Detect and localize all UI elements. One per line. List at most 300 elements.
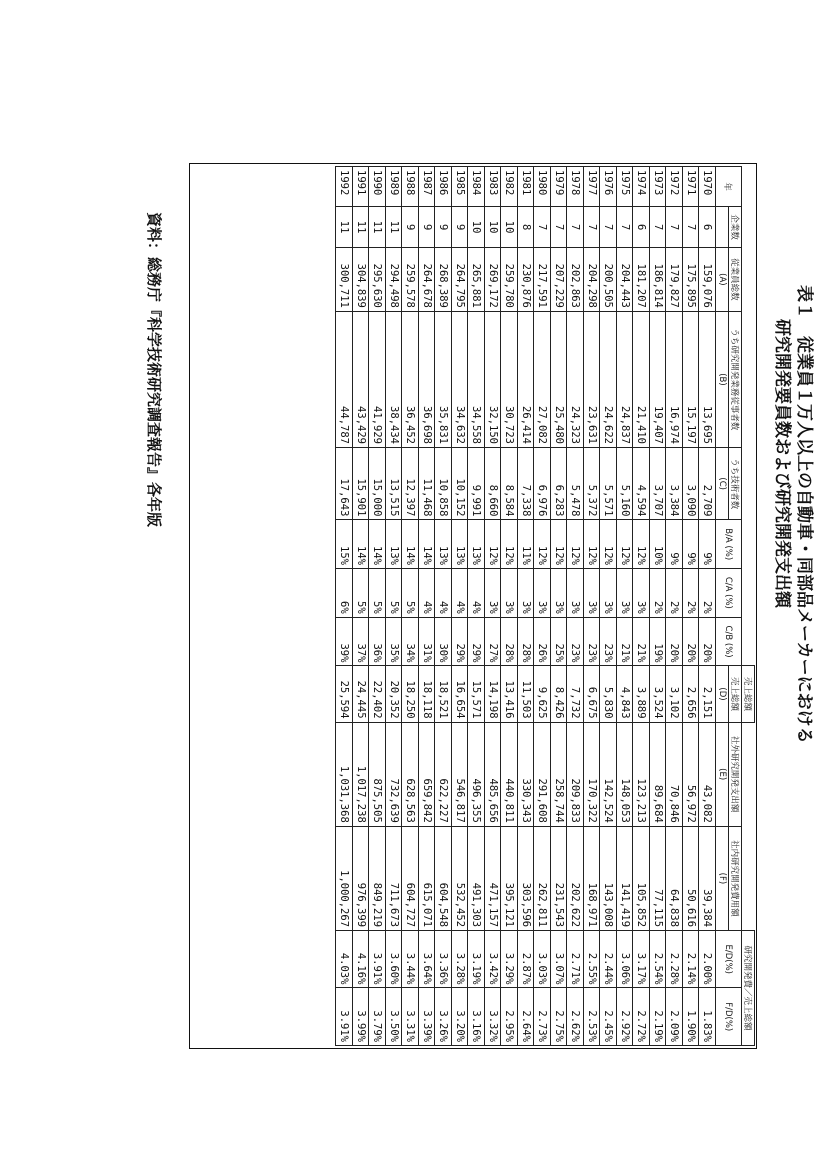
cell-ca: 3% — [584, 568, 601, 617]
col-year: 年 — [716, 167, 742, 207]
cell-cb: 30% — [435, 617, 452, 666]
cell-a: 181,207 — [633, 247, 650, 311]
col-ba: B/A (%) — [716, 520, 742, 569]
cell-b: 30,723 — [501, 311, 518, 447]
cell-e: 70,846 — [666, 722, 683, 826]
cell-ba: 10% — [650, 520, 667, 569]
cell-ed: 3.28% — [452, 931, 469, 988]
table-row — [369, 167, 386, 1046]
cell-c: 6,283 — [551, 447, 568, 519]
cell-fd: 3.50% — [386, 988, 403, 1046]
cell-c: 13,515 — [386, 447, 403, 519]
cell-cb: 23% — [584, 617, 601, 666]
cell-d: 24,445 — [353, 666, 370, 722]
cell-b: 26,414 — [518, 311, 535, 447]
cell-ed: 3.44% — [402, 931, 419, 988]
data-table — [336, 166, 756, 1046]
cell-b: 19,407 — [650, 311, 667, 447]
cell-ed: 2.28% — [666, 931, 683, 988]
cell-ba: 12% — [485, 520, 502, 569]
cell-e: 89,684 — [650, 722, 667, 826]
table-row — [600, 167, 617, 1046]
sales-group-header: 売上総額 — [742, 666, 755, 722]
cell-d: 20,352 — [386, 666, 403, 722]
table-row — [435, 167, 452, 1046]
cell-b: 13,695 — [699, 311, 716, 447]
cell-ed: 3.07% — [551, 931, 568, 988]
cell-ed: 2.55% — [584, 931, 601, 988]
cell-ca: 4% — [452, 568, 469, 617]
cell-e: 440,811 — [501, 722, 518, 826]
cell-b: 24,323 — [567, 311, 584, 447]
cell-year: 1982 — [501, 167, 518, 207]
cell-e: 485,656 — [485, 722, 502, 826]
table-row — [419, 167, 436, 1046]
cell-ba: 11% — [518, 520, 535, 569]
col-ed: E/D(%) — [716, 931, 742, 988]
code-d: (D) — [716, 666, 729, 722]
cell-e: 546,817 — [452, 722, 469, 826]
cell-cb: 20% — [666, 617, 683, 666]
cell-e: 148,053 — [617, 722, 634, 826]
cell-ed: 2.44% — [600, 931, 617, 988]
cell-year: 1986 — [435, 167, 452, 207]
cell-fd: 2.53% — [584, 988, 601, 1046]
cell-c: 10,152 — [452, 447, 469, 519]
cell-ca: 3% — [633, 568, 650, 617]
cell-b: 21,410 — [633, 311, 650, 447]
cell-ed: 3.60% — [386, 931, 403, 988]
table-row — [353, 167, 370, 1046]
cell-year: 1981 — [518, 167, 535, 207]
cell-c: 8,660 — [485, 447, 502, 519]
cell-year: 1984 — [468, 167, 485, 207]
cell-ca: 2% — [650, 568, 667, 617]
cell-e: 496,355 — [468, 722, 485, 826]
cell-cb: 21% — [633, 617, 650, 666]
cell-ca: 2% — [666, 568, 683, 617]
cell-c: 3,384 — [666, 447, 683, 519]
cell-f: 303,596 — [518, 826, 535, 930]
cell-b: 27,082 — [534, 311, 551, 447]
cell-ba: 15% — [336, 520, 353, 569]
cell-fd: 2.09% — [666, 988, 683, 1046]
cell-n: 9 — [435, 207, 452, 248]
cell-ed: 2.54% — [650, 931, 667, 988]
cell-year: 1989 — [386, 167, 403, 207]
cell-ba: 12% — [584, 520, 601, 569]
cell-cb: 26% — [534, 617, 551, 666]
cell-b: 36,452 — [402, 311, 419, 447]
cell-a: 202,863 — [567, 247, 584, 311]
cell-ca: 6% — [336, 568, 353, 617]
table-row — [485, 167, 502, 1046]
cell-d: 22,402 — [369, 666, 386, 722]
cell-b: 35,831 — [435, 311, 452, 447]
table-body — [336, 167, 716, 1046]
cell-cb: 36% — [369, 617, 386, 666]
code-e: (E) — [716, 722, 729, 826]
cell-cb: 21% — [617, 617, 634, 666]
table-row — [633, 167, 650, 1046]
cell-n: 7 — [666, 207, 683, 248]
cell-ed: 2.87% — [518, 931, 535, 988]
cell-d: 18,521 — [435, 666, 452, 722]
cell-c: 5,372 — [584, 447, 601, 519]
col-engineers: うち技術者数 — [729, 447, 742, 519]
cell-year: 1988 — [402, 167, 419, 207]
cell-ca: 3% — [567, 568, 584, 617]
cell-ba: 9% — [666, 520, 683, 569]
cell-ca: 2% — [683, 568, 700, 617]
cell-b: 38,434 — [386, 311, 403, 447]
table-row — [683, 167, 700, 1046]
cell-b: 24,622 — [600, 311, 617, 447]
cell-c: 17,643 — [336, 447, 353, 519]
cell-ed: 2.71% — [567, 931, 584, 988]
cell-b: 34,632 — [452, 311, 469, 447]
table-row — [386, 167, 403, 1046]
cell-fd: 3.91% — [336, 988, 353, 1046]
table-row — [551, 167, 568, 1046]
cell-d: 6,675 — [584, 666, 601, 722]
cell-n: 11 — [353, 207, 370, 248]
cell-year: 1970 — [699, 167, 716, 207]
cell-n: 6 — [633, 207, 650, 248]
cell-ba: 13% — [386, 520, 403, 569]
cell-f: 604,548 — [435, 826, 452, 930]
cell-a: 265,881 — [468, 247, 485, 311]
cell-b: 24,837 — [617, 311, 634, 447]
cell-f: 395,121 — [501, 826, 518, 930]
cell-fd: 3.16% — [468, 988, 485, 1046]
cell-a: 179,827 — [666, 247, 683, 311]
cell-fd: 3.20% — [452, 988, 469, 1046]
cell-year: 1983 — [485, 167, 502, 207]
cell-ca: 2% — [699, 568, 716, 617]
cell-cb: 23% — [567, 617, 584, 666]
cell-b: 16,974 — [666, 311, 683, 447]
cell-fd: 1.83% — [699, 988, 716, 1046]
cell-fd: 2.92% — [617, 988, 634, 1046]
cell-d: 18,118 — [419, 666, 436, 722]
cell-fd: 3.32% — [485, 988, 502, 1046]
table-row — [534, 167, 551, 1046]
cell-ba: 12% — [633, 520, 650, 569]
cell-ba: 12% — [567, 520, 584, 569]
cell-ca: 3% — [501, 568, 518, 617]
cell-ed: 3.06% — [617, 931, 634, 988]
cell-f: 615,071 — [419, 826, 436, 930]
cell-cb: 37% — [353, 617, 370, 666]
cell-f: 168,971 — [584, 826, 601, 930]
code-c: (C) — [716, 447, 729, 519]
cell-f: 711,673 — [386, 826, 403, 930]
col-fd: F/D(%) — [716, 988, 742, 1046]
cell-a: 264,795 — [452, 247, 469, 311]
cell-fd: 2.75% — [551, 988, 568, 1046]
cell-n: 7 — [617, 207, 634, 248]
cell-ed: 3.19% — [468, 931, 485, 988]
cell-a: 204,298 — [584, 247, 601, 311]
cell-a: 295,630 — [369, 247, 386, 311]
cell-n: 11 — [386, 207, 403, 248]
cell-ba: 9% — [683, 520, 700, 569]
cell-ca: 5% — [353, 568, 370, 617]
title-line-2: 研究開発要員数および研究開発支出額 — [772, 319, 792, 608]
cell-d: 13,416 — [501, 666, 518, 722]
cell-e: 142,524 — [600, 722, 617, 826]
cell-ca: 5% — [402, 568, 419, 617]
cell-ed: 3.36% — [435, 931, 452, 988]
cell-f: 471,157 — [485, 826, 502, 930]
cell-e: 209,833 — [567, 722, 584, 826]
cell-a: 204,443 — [617, 247, 634, 311]
code-f: (F) — [716, 826, 729, 930]
cell-f: 262,811 — [534, 826, 551, 930]
cell-e: 622,227 — [435, 722, 452, 826]
cell-a: 230,876 — [518, 247, 535, 311]
cell-ba: 13% — [452, 520, 469, 569]
table-row — [501, 167, 518, 1046]
cell-f: 202,622 — [567, 826, 584, 930]
cell-e: 628,563 — [402, 722, 419, 826]
cell-cb: 28% — [518, 617, 535, 666]
cell-year: 1987 — [419, 167, 436, 207]
cell-c: 7,338 — [518, 447, 535, 519]
cell-ca: 4% — [419, 568, 436, 617]
cell-ba: 12% — [501, 520, 518, 569]
cell-a: 259,578 — [402, 247, 419, 311]
cell-c: 5,478 — [567, 447, 584, 519]
cell-f: 849,219 — [369, 826, 386, 930]
col-sales: 売上総額 — [729, 666, 742, 722]
cell-year: 1978 — [567, 167, 584, 207]
page-title — [771, 285, 815, 885]
cell-ba: 14% — [402, 520, 419, 569]
cell-b: 23,631 — [584, 311, 601, 447]
cell-c: 2,709 — [699, 447, 716, 519]
cell-year: 1972 — [666, 167, 683, 207]
cell-year: 1971 — [683, 167, 700, 207]
cell-a: 294,498 — [386, 247, 403, 311]
cell-cb: 23% — [600, 617, 617, 666]
table-row — [452, 167, 469, 1046]
cell-f: 77,115 — [650, 826, 667, 930]
cell-c: 6,976 — [534, 447, 551, 519]
cell-c: 4,594 — [633, 447, 650, 519]
cell-f: 50,616 — [683, 826, 700, 930]
cell-ed: 2.00% — [699, 931, 716, 988]
cell-d: 15,571 — [468, 666, 485, 722]
cell-e: 330,343 — [518, 722, 535, 826]
cell-b: 36,698 — [419, 311, 436, 447]
cell-fd: 2.64% — [518, 988, 535, 1046]
cell-cb: 35% — [386, 617, 403, 666]
cell-f: 532,452 — [452, 826, 469, 930]
cell-cb: 28% — [501, 617, 518, 666]
cell-e: 1,017,238 — [353, 722, 370, 826]
title-line-1: 表１ 従業員１万人以上の自動車・同部品メーカーにおける — [794, 285, 814, 744]
cell-d: 3,102 — [666, 666, 683, 722]
cell-d: 8,426 — [551, 666, 568, 722]
cell-cb: 29% — [468, 617, 485, 666]
cell-ba: 12% — [600, 520, 617, 569]
cell-fd: 2.72% — [633, 988, 650, 1046]
cell-cb: 31% — [419, 617, 436, 666]
cell-ba: 13% — [468, 520, 485, 569]
cell-c: 10,858 — [435, 447, 452, 519]
cell-ca: 5% — [369, 568, 386, 617]
source-caption: 資料：総務庁『科学技術研究調査報告』各年版 — [145, 212, 163, 528]
cell-ed: 3.42% — [485, 931, 502, 988]
cell-year: 1975 — [617, 167, 634, 207]
cell-a: 304,839 — [353, 247, 370, 311]
cell-d: 25,594 — [336, 666, 353, 722]
cell-d: 16,654 — [452, 666, 469, 722]
cell-a: 268,389 — [435, 247, 452, 311]
cell-ba: 12% — [534, 520, 551, 569]
cell-ba: 12% — [551, 520, 568, 569]
cell-ba: 9% — [699, 520, 716, 569]
cell-n: 11 — [369, 207, 386, 248]
table-row — [567, 167, 584, 1046]
cell-b: 25,480 — [551, 311, 568, 447]
cell-b: 15,197 — [683, 311, 700, 447]
cell-f: 231,543 — [551, 826, 568, 930]
cell-n: 10 — [501, 207, 518, 248]
table-row — [584, 167, 601, 1046]
cell-cb: 19% — [650, 617, 667, 666]
cell-cb: 20% — [699, 617, 716, 666]
cell-a: 269,172 — [485, 247, 502, 311]
cell-n: 7 — [683, 207, 700, 248]
cell-e: 659,842 — [419, 722, 436, 826]
cell-ca: 3% — [534, 568, 551, 617]
cell-b: 43,429 — [353, 311, 370, 447]
cell-n: 7 — [650, 207, 667, 248]
cell-a: 159,076 — [699, 247, 716, 311]
cell-e: 56,972 — [683, 722, 700, 826]
cell-a: 186,814 — [650, 247, 667, 311]
cell-n: 11 — [336, 207, 353, 248]
cell-year: 1980 — [534, 167, 551, 207]
cell-year: 1985 — [452, 167, 469, 207]
cell-c: 11,468 — [419, 447, 436, 519]
cell-c: 15,901 — [353, 447, 370, 519]
cell-d: 11,503 — [518, 666, 535, 722]
cell-n: 10 — [468, 207, 485, 248]
cell-cb: 27% — [485, 617, 502, 666]
cell-n: 7 — [551, 207, 568, 248]
cell-fd: 3.39% — [419, 988, 436, 1046]
cell-c: 9,991 — [468, 447, 485, 519]
cell-d: 9,625 — [534, 666, 551, 722]
cell-fd: 2.19% — [650, 988, 667, 1046]
cell-a: 200,505 — [600, 247, 617, 311]
cell-ed: 4.03% — [336, 931, 353, 988]
cell-ca: 5% — [386, 568, 403, 617]
cell-fd: 2.95% — [501, 988, 518, 1046]
cell-c: 8,584 — [501, 447, 518, 519]
cell-fd: 3.26% — [435, 988, 452, 1046]
cell-f: 976,399 — [353, 826, 370, 930]
cell-ba: 14% — [353, 520, 370, 569]
cell-d: 2,656 — [683, 666, 700, 722]
cell-f: 105,852 — [633, 826, 650, 930]
cell-cb: 39% — [336, 617, 353, 666]
cell-fd: 2.73% — [534, 988, 551, 1046]
cell-d: 7,732 — [567, 666, 584, 722]
cell-ed: 3.29% — [501, 931, 518, 988]
table-row — [699, 167, 716, 1046]
col-companies: 企業数 — [729, 207, 742, 248]
cell-d: 3,524 — [650, 666, 667, 722]
cell-e: 170,322 — [584, 722, 601, 826]
cell-b: 41,929 — [369, 311, 386, 447]
cell-n: 8 — [518, 207, 535, 248]
cell-ba: 12% — [617, 520, 634, 569]
cell-c: 5,160 — [617, 447, 634, 519]
cell-b: 44,787 — [336, 311, 353, 447]
cell-year: 1976 — [600, 167, 617, 207]
cell-cb: 20% — [683, 617, 700, 666]
col-researchers: うち研究開発業務従事者数 — [729, 311, 742, 447]
cell-year: 1974 — [633, 167, 650, 207]
ratio-group-header: 研究開発費／売上総額 — [742, 931, 755, 1046]
cell-fd: 2.62% — [567, 988, 584, 1046]
cell-c: 15,000 — [369, 447, 386, 519]
group-header-row — [742, 167, 755, 1046]
cell-e: 875,505 — [369, 722, 386, 826]
cell-d: 14,198 — [485, 666, 502, 722]
table-row — [336, 167, 353, 1046]
cell-c: 3,090 — [683, 447, 700, 519]
cell-cb: 34% — [402, 617, 419, 666]
cell-c: 3,707 — [650, 447, 667, 519]
cell-f: 604,727 — [402, 826, 419, 930]
col-employees: 従業員総数 — [729, 247, 742, 311]
cell-e: 291,608 — [534, 722, 551, 826]
cell-ed: 3.17% — [633, 931, 650, 988]
col-internal-rd: 社内研究開発費用額 — [729, 826, 742, 930]
cell-year: 1977 — [584, 167, 601, 207]
cell-n: 9 — [419, 207, 436, 248]
cell-year: 1991 — [353, 167, 370, 207]
cell-n: 7 — [567, 207, 584, 248]
cell-fd: 3.99% — [353, 988, 370, 1046]
cell-fd: 1.90% — [683, 988, 700, 1046]
cell-a: 175,895 — [683, 247, 700, 311]
col-cb: C/B (%) — [716, 617, 742, 666]
cell-d: 18,250 — [402, 666, 419, 722]
cell-a: 207,229 — [551, 247, 568, 311]
cell-ca: 3% — [551, 568, 568, 617]
cell-ed: 3.03% — [534, 931, 551, 988]
cell-ed: 2.14% — [683, 931, 700, 988]
code-b: (B) — [716, 311, 729, 447]
cell-f: 1,000,267 — [336, 826, 353, 930]
table-row — [666, 167, 683, 1046]
cell-ed: 3.91% — [369, 931, 386, 988]
cell-ca: 3% — [600, 568, 617, 617]
cell-year: 1979 — [551, 167, 568, 207]
cell-ca: 3% — [518, 568, 535, 617]
cell-ed: 3.64% — [419, 931, 436, 988]
cell-ba: 14% — [419, 520, 436, 569]
table-row — [518, 167, 535, 1046]
cell-e: 1,031,368 — [336, 722, 353, 826]
